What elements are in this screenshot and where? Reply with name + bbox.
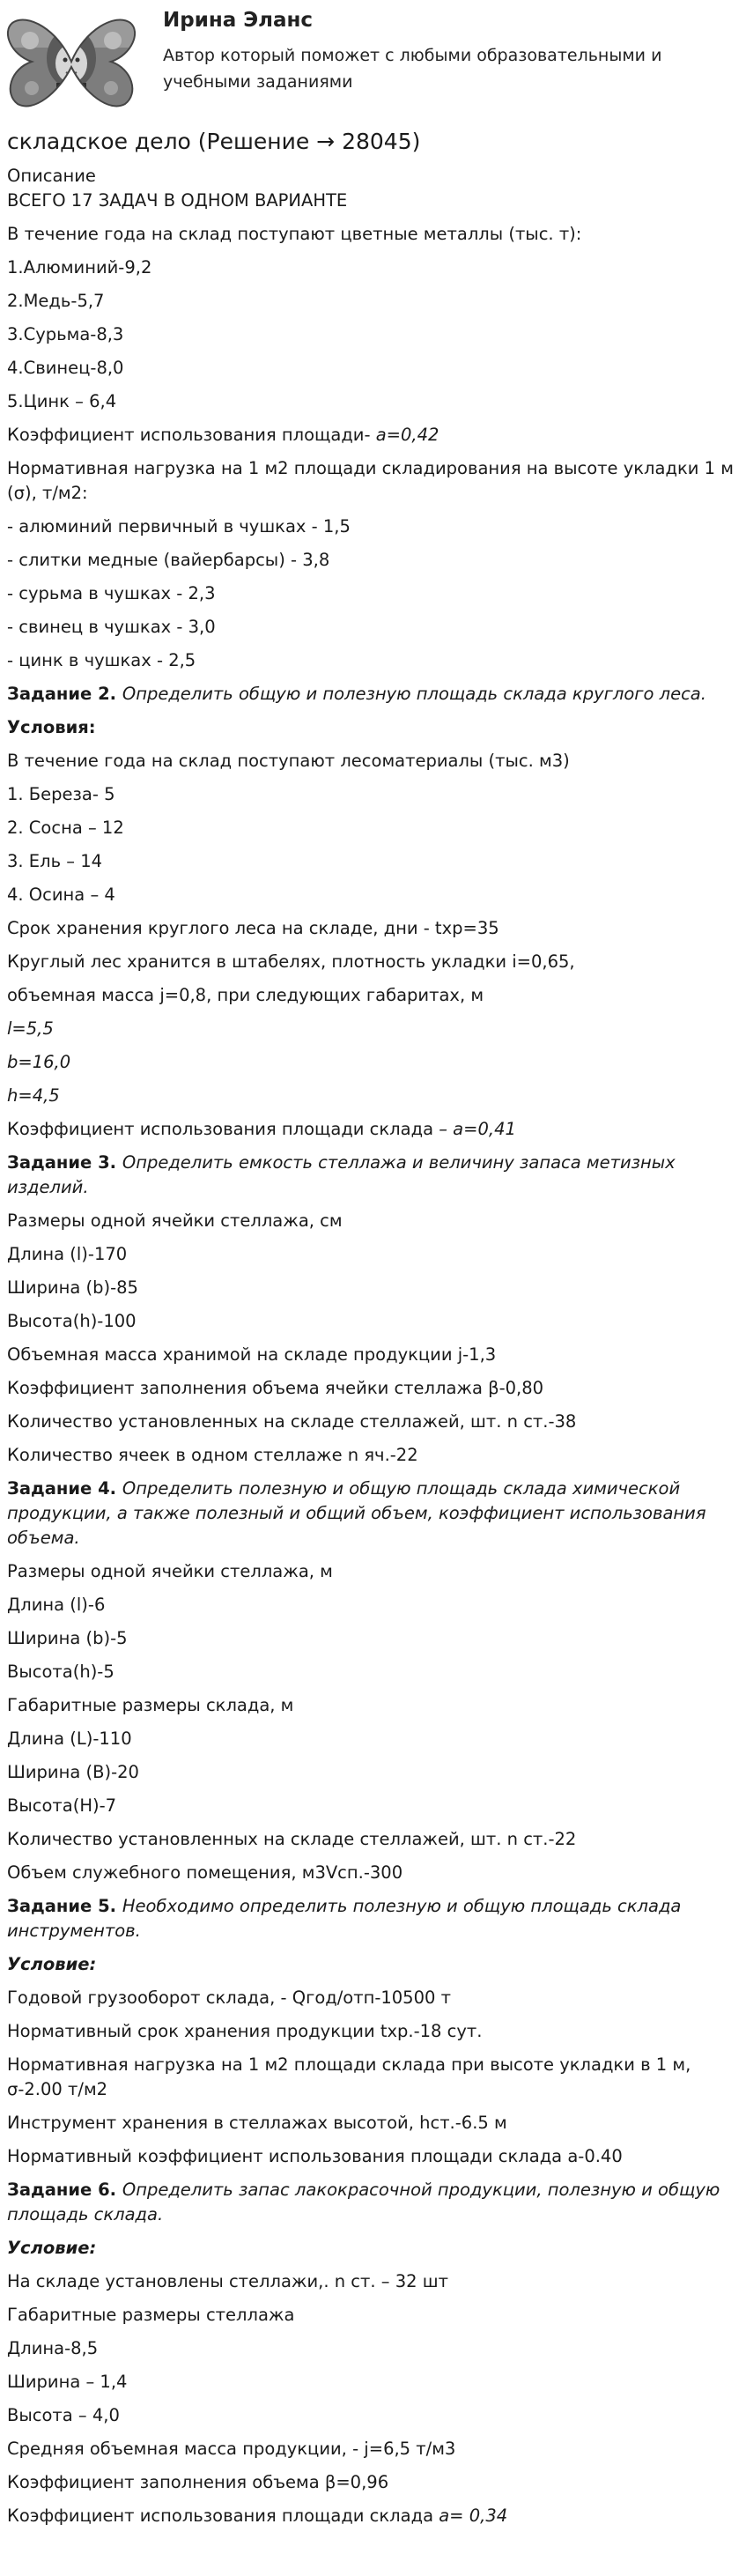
text-segment: Срок хранения круглого леса на складе, дни - txp=35 — [7, 918, 499, 938]
text-segment: Необходимо определить полезную и общую площадь склада инструментов. — [7, 1896, 682, 1941]
text-paragraph — [7, 816, 740, 840]
page-title: складское дело (Решение → 28045) — [7, 129, 421, 154]
text-segment: объемная масса j=0,8, при следующих габаритах, м — [7, 985, 484, 1005]
text-segment: ВСЕГО 17 ЗАДАЧ В ОДНОМ ВАРИАНТЕ — [7, 190, 348, 211]
text-segment: Длина (l)-6 — [7, 1595, 106, 1615]
paragraph-gap — [7, 774, 740, 782]
text-segment: Высота(H)-7 — [7, 1795, 117, 1816]
paragraph-gap — [7, 1584, 740, 1593]
text-paragraph — [7, 749, 740, 774]
text-segment: Нормативная нагрузка на 1 м2 площади складирования на высоте укладки 1 м (σ), т/м2: — [7, 458, 734, 503]
text-paragraph — [7, 1309, 740, 1334]
paragraph-gap — [7, 2136, 740, 2144]
text-paragraph — [7, 1410, 740, 1434]
text-segment: Коэффициент использования площади- — [7, 425, 376, 445]
text-segment: Количество установленных на складе стеллажей, шт. n ст.-22 — [7, 1829, 577, 1849]
text-paragraph — [7, 782, 740, 807]
paragraph-gap — [7, 1785, 740, 1794]
text-paragraph — [7, 682, 740, 707]
text-segment: Определить емкость стеллажа и величину запаса метизных изделий. — [7, 1152, 676, 1197]
text-paragraph — [7, 1151, 740, 1200]
paragraph-gap — [7, 2294, 740, 2303]
paragraph-gap — [7, 2169, 740, 2178]
text-paragraph — [7, 1794, 740, 1818]
paragraph-gap — [7, 1943, 740, 1952]
author-header — [0, 0, 746, 122]
text-segment: Описание — [7, 166, 96, 186]
text-segment: Годовой грузооборот склада, - Qгод/отп-10500 т — [7, 1988, 451, 2008]
paragraph-gap — [7, 606, 740, 615]
text-segment: - свинец в чушках - 3,0 — [7, 617, 216, 637]
text-segment: - алюминий первичный в чушках - 1,5 — [7, 516, 351, 537]
paragraph-gap — [7, 314, 740, 322]
paragraph-gap — [7, 347, 740, 356]
paragraph-gap — [7, 1818, 740, 1827]
text-segment: Длина-8,5 — [7, 2338, 99, 2358]
text-paragraph — [7, 581, 740, 606]
text-paragraph — [7, 2370, 740, 2395]
paragraph-gap — [7, 1617, 740, 1626]
text-segment: Ширина (B)-20 — [7, 1762, 139, 1782]
text-segment: l=5,5 — [7, 1018, 54, 1039]
paragraph-gap — [7, 1200, 740, 1209]
text-segment: Количество установленных на складе стеллажей, шт. n ст.-38 — [7, 1411, 577, 1432]
paragraph-gap — [7, 1651, 740, 1660]
task-content — [7, 164, 740, 2528]
text-segment: Круглый лес хранится в штабелях, плотность укладки i=0,65, — [7, 951, 575, 972]
text-segment: 3.Сурьма-8,3 — [7, 324, 124, 344]
text-segment: 5.Цинк – 6,4 — [7, 391, 117, 411]
paragraph-gap — [7, 941, 740, 950]
paragraph-gap — [7, 1108, 740, 1117]
paragraph-gap — [7, 2010, 740, 2019]
text-segment: Задание 2. — [7, 684, 122, 704]
text-segment: На складе установлены стеллажи,. n ст. – 32 шт — [7, 2271, 448, 2291]
text-paragraph — [7, 883, 740, 907]
paragraph-gap — [7, 807, 740, 816]
paragraph-gap — [7, 2495, 740, 2504]
text-paragraph — [7, 514, 740, 539]
text-segment: Объемная масса хранимой на складе продукции j-1,3 — [7, 1344, 497, 1365]
text-segment: Ширина (b)-85 — [7, 1277, 138, 1298]
text-paragraph — [7, 1593, 740, 1617]
text-paragraph — [7, 423, 740, 448]
paragraph-gap — [7, 1852, 740, 1861]
text-paragraph — [7, 1050, 740, 1075]
paragraph-gap — [7, 1334, 740, 1343]
paragraph-gap — [7, 1885, 740, 1894]
text-segment: Длина (L)-110 — [7, 1728, 132, 1749]
paragraph-gap — [7, 539, 740, 548]
text-segment: Размеры одной ячейки стеллажа, м — [7, 1561, 333, 1581]
text-segment: Ширина – 1,4 — [7, 2372, 128, 2392]
text-paragraph — [7, 2504, 740, 2528]
text-paragraph — [7, 916, 740, 941]
text-paragraph — [7, 1376, 740, 1401]
text-segment: Нормативная нагрузка на 1 м2 площади склада при высоте укладки в 1 м, σ-2.00 т/м2 — [7, 2054, 691, 2099]
text-paragraph — [7, 648, 740, 673]
paragraph-gap — [7, 247, 740, 255]
paragraph-gap — [7, 1142, 740, 1151]
paragraph-gap — [7, 907, 740, 916]
text-segment: 1. Береза- 5 — [7, 784, 115, 804]
paragraph-gap — [7, 673, 740, 682]
text-segment: Размеры одной ячейки стеллажа, см — [7, 1210, 343, 1231]
text-paragraph — [7, 2403, 740, 2428]
paragraph-gap — [7, 448, 740, 456]
paragraph-gap — [7, 1401, 740, 1410]
text-segment: Коэффициент использования площади склада — [7, 2506, 439, 2526]
paragraph-gap — [7, 840, 740, 849]
text-paragraph — [7, 2144, 740, 2169]
text-segment: Нормативный срок хранения продукции txp.-18 сут. — [7, 2021, 483, 2041]
paragraph-gap — [7, 573, 740, 581]
paragraph-gap — [7, 1075, 740, 1084]
text-paragraph — [7, 1477, 740, 1551]
text-segment: Задание 3. — [7, 1152, 122, 1173]
paragraph-gap — [7, 1684, 740, 1693]
paragraph-gap — [7, 1551, 740, 1559]
text-segment: Условия: — [7, 717, 96, 737]
paragraph-gap — [7, 381, 740, 389]
text-paragraph — [7, 2336, 740, 2361]
text-segment: Нормативный коэффициент использования площади склада а-0.40 — [7, 2146, 623, 2166]
text-paragraph — [7, 1017, 740, 1041]
text-segment: Высота – 4,0 — [7, 2405, 120, 2425]
paragraph-gap — [7, 2361, 740, 2370]
text-segment: 2. Сосна – 12 — [7, 818, 124, 838]
paragraph-gap — [7, 2461, 740, 2470]
text-segment: - слитки медные (вайербарсы) - 3,8 — [7, 550, 330, 570]
text-segment: Условие: — [7, 1954, 97, 1974]
text-segment: Высота(h)-5 — [7, 1662, 114, 1682]
text-paragraph — [7, 1559, 740, 1584]
text-paragraph — [7, 1276, 740, 1300]
text-paragraph — [7, 2470, 740, 2495]
paragraph-gap — [7, 1468, 740, 1477]
paragraph-gap — [7, 1300, 740, 1309]
text-segment: Коэффициент заполнения объема ячейки стеллажа β-0,80 — [7, 1378, 544, 1398]
author-name[interactable]: Ирина Эланс — [163, 9, 314, 32]
text-segment: h=4,5 — [7, 1085, 60, 1106]
paragraph-gap — [7, 1233, 740, 1242]
text-segment: Средняя объемная масса продукции, - j=6,5 т/м3 — [7, 2439, 456, 2459]
text-segment: Задание 6. — [7, 2180, 122, 2200]
text-segment: – а=0,41 — [439, 1119, 516, 1139]
text-paragraph — [7, 2053, 740, 2102]
text-segment: Длина (l)-170 — [7, 1244, 128, 1264]
paragraph-gap — [7, 2428, 740, 2437]
text-segment: Условие: — [7, 2238, 97, 2258]
text-segment: Габаритные размеры стеллажа — [7, 2305, 295, 2325]
text-segment: Высота(h)-100 — [7, 1311, 137, 1331]
paragraph-gap — [7, 1751, 740, 1760]
text-segment: В течение года на склад поступают цветные металлы (тыс. т): — [7, 224, 582, 244]
text-paragraph — [7, 1693, 740, 1718]
paragraph-gap — [7, 640, 740, 648]
text-paragraph — [7, 1209, 740, 1233]
text-segment: Определить запас лакокрасочной продукции, полезную и общую площадь склада. — [7, 2180, 720, 2224]
text-paragraph — [7, 2236, 740, 2261]
text-segment: 1.Алюминий-9,2 — [7, 257, 152, 278]
paragraph-gap — [7, 974, 740, 983]
paragraph-gap — [7, 1434, 740, 1443]
text-paragraph — [7, 1443, 740, 1468]
text-segment: Задание 4. — [7, 1478, 122, 1499]
text-paragraph — [7, 1626, 740, 1651]
paragraph-gap — [7, 1008, 740, 1017]
text-segment: Определить полезную и общую площадь склада химической продукции, а также полезный и общий объем, коэффициент использования объема. — [7, 1478, 706, 1548]
text-paragraph — [7, 1894, 740, 1943]
text-paragraph — [7, 1952, 740, 1977]
text-paragraph — [7, 548, 740, 573]
paragraph-gap — [7, 874, 740, 883]
text-paragraph — [7, 1660, 740, 1684]
paragraph-gap — [7, 2227, 740, 2236]
text-segment: 4. Осина – 4 — [7, 885, 115, 905]
paragraph-gap — [7, 707, 740, 715]
text-segment: Задание 5. — [7, 1896, 122, 1916]
text-paragraph — [7, 1986, 740, 2010]
text-segment: b=16,0 — [7, 1052, 71, 1072]
text-paragraph — [7, 1343, 740, 1367]
paragraph-gap — [7, 1718, 740, 1727]
text-paragraph — [7, 1117, 740, 1142]
text-paragraph — [7, 322, 740, 347]
text-paragraph — [7, 2111, 740, 2136]
text-paragraph — [7, 1760, 740, 1785]
text-segment: Коэффициент заполнения объема β=0,96 — [7, 2472, 389, 2492]
text-segment: Объем служебного помещения, м3Vсп.-300 — [7, 1862, 403, 1883]
paragraph-gap — [7, 1977, 740, 1986]
paragraph-gap — [7, 2044, 740, 2053]
text-paragraph — [7, 615, 740, 640]
text-paragraph — [7, 356, 740, 381]
paragraph-gap — [7, 506, 740, 514]
text-paragraph — [7, 2178, 740, 2227]
text-paragraph — [7, 2437, 740, 2461]
text-segment: 3. Ель – 14 — [7, 851, 103, 871]
text-paragraph — [7, 289, 740, 314]
text-segment: а= 0,34 — [439, 2506, 508, 2526]
paragraph-gap — [7, 2395, 740, 2403]
paragraph-gap — [7, 2261, 740, 2269]
paragraph-gap — [7, 1267, 740, 1276]
text-segment: а=0,42 — [375, 425, 439, 445]
text-segment: Инструмент хранения в стеллажах высотой, hст.-6.5 м — [7, 2113, 507, 2133]
text-paragraph — [7, 1861, 740, 1885]
paragraph-gap — [7, 2102, 740, 2111]
author-avatar — [5, 12, 137, 111]
text-segment: Габаритные размеры склада, м — [7, 1695, 294, 1715]
text-paragraph — [7, 849, 740, 874]
text-paragraph — [7, 222, 740, 247]
text-paragraph — [7, 715, 740, 740]
author-description: Автор который поможет с любыми образовательными и учебными заданиями — [163, 46, 662, 92]
text-paragraph — [7, 2303, 740, 2328]
text-paragraph — [7, 2269, 740, 2294]
paragraph-gap — [7, 1367, 740, 1376]
text-paragraph — [7, 1084, 740, 1108]
text-paragraph — [7, 389, 740, 414]
text-paragraph — [7, 1727, 740, 1751]
text-paragraph — [7, 456, 740, 506]
text-line — [7, 164, 740, 189]
text-segment: Определить общую и полезную площадь склада круглого леса. — [122, 684, 706, 704]
text-segment: В течение года на склад поступают лесоматериалы (тыс. м3) — [7, 751, 570, 771]
paragraph-gap — [7, 213, 740, 222]
text-paragraph — [7, 1827, 740, 1852]
text-paragraph — [7, 950, 740, 974]
paragraph-gap — [7, 414, 740, 423]
text-paragraph — [7, 1242, 740, 1267]
text-segment: Ширина (b)-5 — [7, 1628, 128, 1648]
paragraph-gap — [7, 2328, 740, 2336]
text-segment: Коэффициент использования площади склада — [7, 1119, 439, 1139]
text-segment: 4.Свинец-8,0 — [7, 358, 124, 378]
paragraph-gap — [7, 1041, 740, 1050]
text-segment: Количество ячеек в одном стеллаже n яч.-22 — [7, 1445, 418, 1465]
paragraph-gap — [7, 740, 740, 749]
text-segment: - цинк в чушках - 2,5 — [7, 650, 196, 670]
text-paragraph — [7, 983, 740, 1008]
text-segment: - сурьма в чушках - 2,3 — [7, 583, 216, 603]
text-paragraph — [7, 255, 740, 280]
text-line — [7, 189, 740, 213]
paragraph-gap — [7, 280, 740, 289]
text-segment: 2.Медь-5,7 — [7, 291, 105, 311]
text-paragraph — [7, 2019, 740, 2044]
